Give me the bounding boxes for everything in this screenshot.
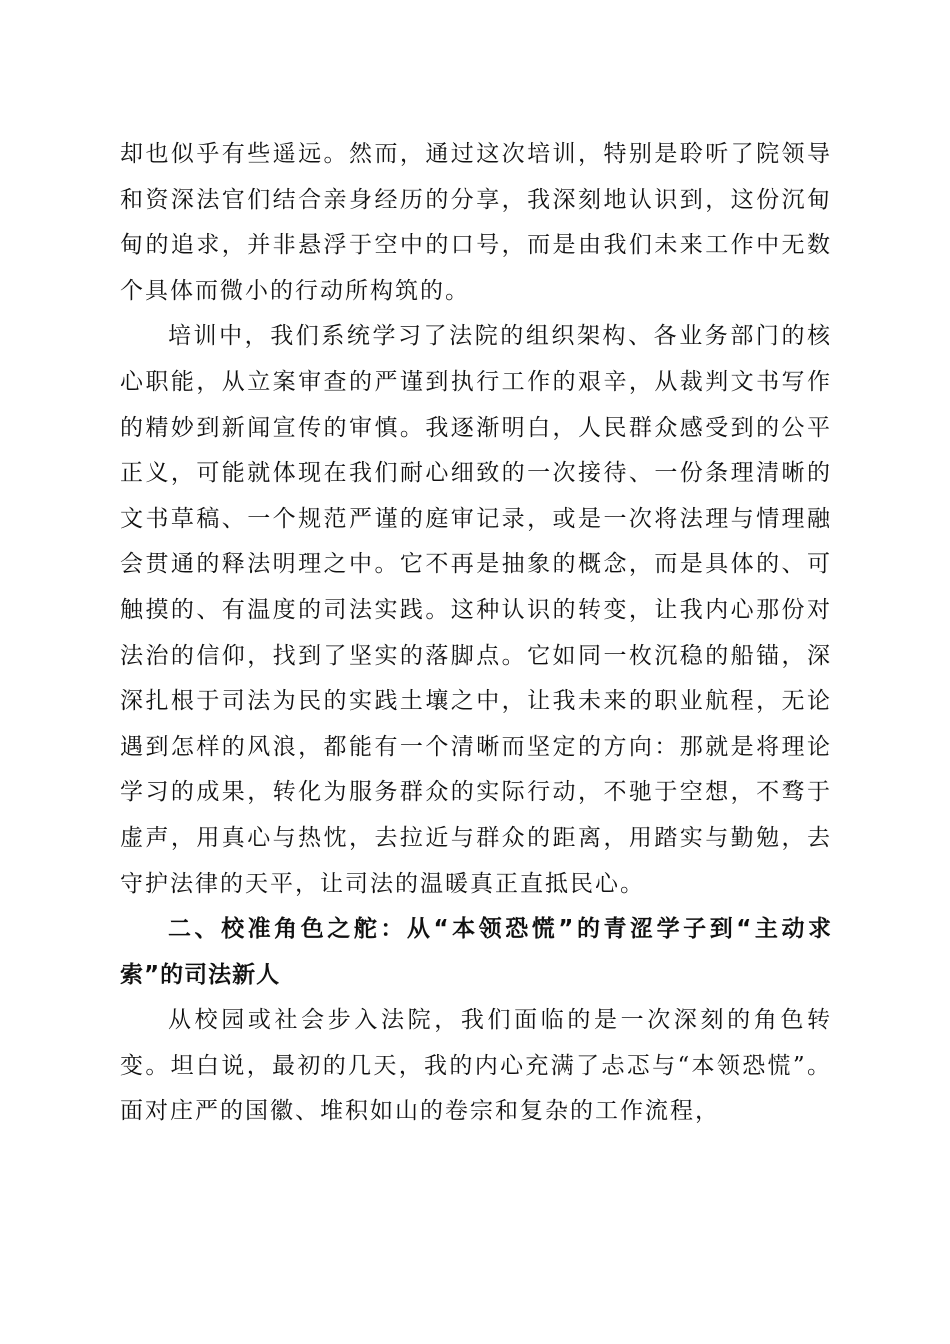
body-text <box>120 132 832 1135</box>
paragraph-role-transition: 从校园或社会步入法院，我们面临的是一次深刻的角色转变。坦白说，最初的几天，我的内心充满了忐忑与“本领恐慌”。面对庄严的国徽、堆积如山的卷宗和复杂的工作流程， <box>120 1007 832 1125</box>
section-heading: 二、校准角色之舵：从“本领恐慌”的青涩学子到“主动求索”的司法新人 <box>120 916 832 988</box>
paragraph-training: 培训中，我们系统学习了法院的组织架构、各业务部门的核心职能，从立案审查的严谨到执行工作的艰辛，从裁判文书写作的精妙到新闻宣传的审慎。我逐渐明白，人民群众感受到的公平正义，可能就体现在我们耐心细致的一次接待、一份条理清晰的文书草稿、一个规范严谨的庭审记录，或是一次将法理与情理融会贯通的释法明理之中。它不再是抽象的概念，而是具体的、可触摸的、有温度的司法实践。这种认识的转变，让我内心那份对法治的信仰，找到了坚实的落脚点。它如同一枚沉稳的船锚，深深扎根于司法为民的实践土壤之中，让我未来的职业航程，无论遇到怎样的风浪，都能有一个清晰而坚定的方向：那就是将理论学习的成果，转化为服务群众的实际行动，不驰于空想，不骛于虚声，用真心与热忱，去拉近与群众的距离，用踏实与勤勉，去守护法律的天平，让司法的温暖真正直抵民心。 <box>120 323 832 897</box>
paragraph-intro: 却也似乎有些遥远。然而，通过这次培训，特别是聆听了院领导和资深法官们结合亲身经历的分享，我深刻地认识到，这份沉甸甸的追求，并非悬浮于空中的口号，而是由我们未来工作中无数个具体而微小的行动所构筑的。 <box>120 141 832 304</box>
